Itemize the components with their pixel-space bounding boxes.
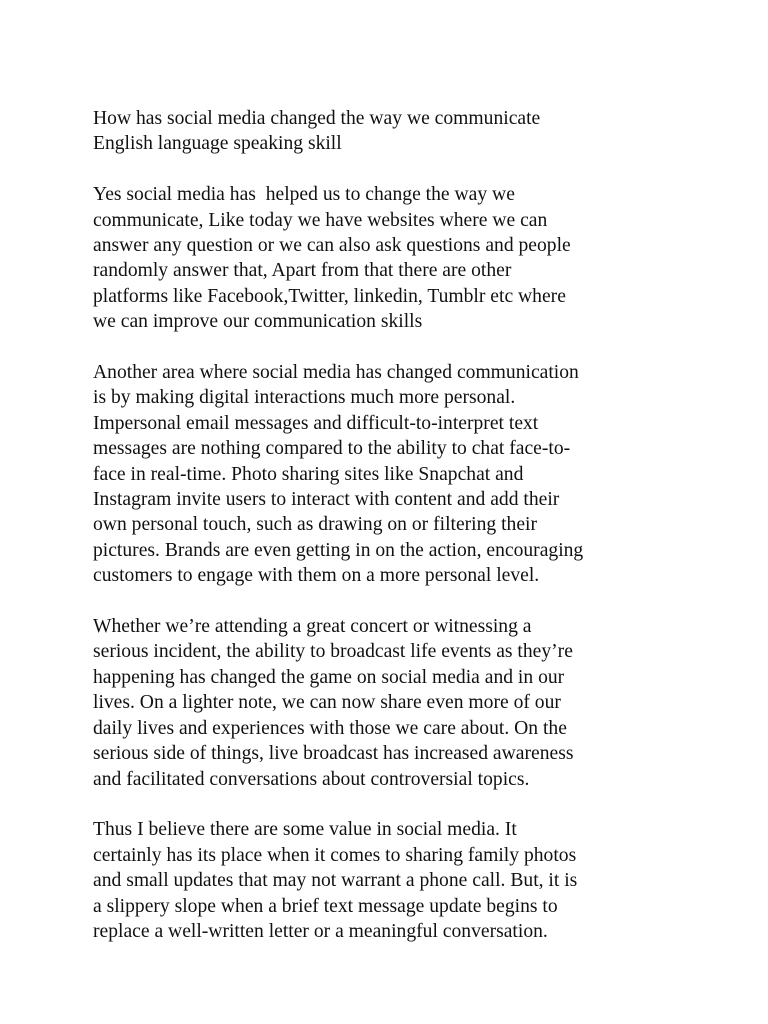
title-line: English language speaking skill: [93, 133, 342, 155]
title-line: How has social media changed the way we communicate: [93, 108, 541, 129]
text-line: randomly answer that, Apart from that there are other: [93, 260, 512, 282]
paragraph-2: [93, 360, 693, 589]
text-line: Yes social media has helped us to change the way we: [93, 184, 515, 206]
text-line: pictures. Brands are even getting in on the action, encouraging: [93, 539, 584, 561]
text-line: customers to engage with them on a more personal level.: [93, 565, 540, 587]
text-line: communicate, Like today we have websites where we can: [93, 209, 548, 231]
text-line: serious side of things, live broadcast has increased awareness: [93, 743, 574, 765]
text-line: and small updates that may not warrant a phone call. But, it is: [93, 870, 578, 892]
document-body: [93, 106, 693, 970]
text-line: messages are nothing compared to the ability to chat face-to-: [93, 438, 571, 460]
text-line: face in real-time. Photo sharing sites like Snapchat and: [93, 463, 524, 485]
paragraph-1: [93, 182, 693, 334]
text-line: Whether we’re attending a great concert or witnessing a: [93, 616, 532, 638]
text-line: replace a well-written letter or a meaningful conversation.: [93, 920, 548, 942]
text-line: serious incident, the ability to broadcast life events as they’re: [93, 641, 573, 663]
text-line: answer any question or we can also ask questions and people: [93, 235, 571, 257]
text-line: platforms like Facebook,Twitter, linkedin, Tumblr etc where: [93, 285, 566, 307]
paragraph-4: [93, 817, 693, 944]
text-line: we can improve our communication skills: [93, 311, 423, 333]
text-line: Thus I believe there are some value in social media. It: [93, 819, 517, 841]
text-line: a slippery slope when a brief text message update begins to: [93, 895, 558, 917]
text-line: is by making digital interactions much more personal.: [93, 387, 516, 409]
text-line: lives. On a lighter note, we can now share even more of our: [93, 692, 561, 714]
text-line: own personal touch, such as drawing on or filtering their: [93, 514, 538, 536]
document-title: [93, 106, 693, 157]
text-line: Instagram invite users to interact with content and add their: [93, 489, 560, 511]
text-line: and facilitated conversations about controversial topics.: [93, 768, 530, 790]
text-line: Impersonal email messages and difficult-to-interpret text: [93, 412, 539, 434]
paragraph-3: [93, 614, 693, 792]
text-line: happening has changed the game on social media and in our: [93, 666, 565, 688]
text-line: daily lives and experiences with those we care about. On the: [93, 717, 567, 739]
text-line: Another area where social media has changed communication: [93, 362, 579, 384]
text-line: certainly has its place when it comes to sharing family photos: [93, 844, 577, 866]
